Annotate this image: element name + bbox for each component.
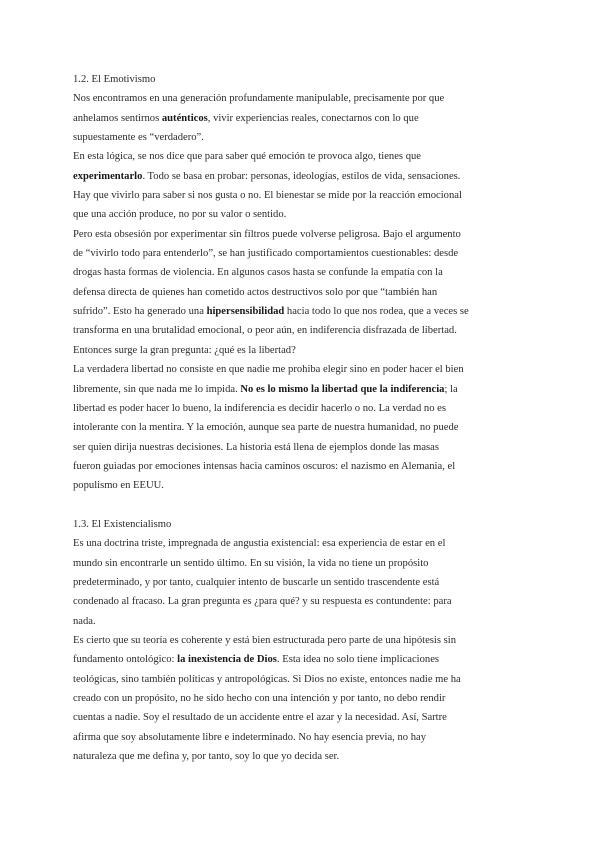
text-line [73,592,533,611]
text-run: de “vivirlo todo para entenderlo”, se han justificado comportamientos cuestionables: desde [73,248,459,260]
text-line [73,89,533,108]
text-run: , vivir experiencias reales, conectarnos con lo que [207,112,419,124]
text-run: Es cierto que su teoría es coherente y está bien estructurada pero parte de una hipótesis sin [73,634,456,646]
bold-text: No es lo mismo la libertad que la indiferencia [240,383,445,395]
text-line [73,225,533,244]
text-line [73,244,533,263]
section-body [73,534,533,766]
text-run: . Esta idea no solo tiene implicaciones [276,654,440,666]
text-line [73,302,533,321]
text-line [73,186,533,205]
text-run: nada. [73,615,96,627]
text-run: fundamento ontológico: [73,654,178,666]
text-run: naturaleza que me defina y, por tanto, soy lo que yo decida ser. [73,751,340,763]
bold-text: hipersensibilidad [206,306,285,318]
section-body [73,89,533,495]
text-line [73,341,533,360]
text-run: intolerante con la mentira. Y la emoción, aunque sea parte de nuestra humanidad, no puede [73,422,459,434]
text-run: hacia todo lo que nos rodea, que a veces se [284,306,469,318]
text-run: Entonces surge la gran pregunta: ¿qué es la libertad? [73,344,296,356]
text-run: mundo sin encontrarle un sentido último. En su visión, la vida no tiene un propósito [73,557,429,569]
document-page [73,70,533,766]
text-run: Hay que vivirlo para saber si nos gusta o no. El bienestar se mide por la reacción emocional [73,190,462,202]
text-run: drogas hasta formas de violencia. En algunos casos hasta se confunde la empatía con la [73,267,443,279]
text-run: . Todo se basa en probar: personas, ideologías, estilos de vida, sensaciones. [142,170,461,182]
bold-text: auténticos [161,112,208,124]
text-line [73,321,533,340]
text-run: teológicas, sino también políticas y antropológicas. Si Dios no existe, entonces nadie me ha [73,673,461,685]
section-emotivismo [73,70,533,496]
text-line [73,457,533,476]
text-line [73,109,533,128]
text-line [73,650,533,669]
bold-text: la inexistencia de Dios [177,654,277,666]
text-run: creado con un propósito, no he sido hecho con una intención y por tanto, no debo rendir [73,693,446,704]
text-run: afirma que soy absolutamente libre e indeterminado. No hay esencia previa, no hay [73,731,426,743]
text-run: Nos encontramos en una generación profundamente manipulable, precisamente por que [73,93,445,105]
text-run: ser quien dirija nuestras decisiones. La historia está llena de ejemplos donde las masas [73,441,439,453]
text-run: sufrido”. Esto ha generado una [73,306,207,318]
text-run: fueron guiadas por emociones intensas hacia caminos oscuros: el nazismo en Alemania, el [73,460,456,472]
text-line [73,534,533,553]
text-run: condenado al fracaso. La gran pregunta es ¿para qué? y su respuesta es contundente: para [73,596,452,608]
text-line [73,283,533,302]
text-run: libremente, sin que nada me lo impida. [73,383,241,395]
text-line [73,612,533,631]
text-run: ; la [444,383,458,395]
text-run: La verdadera libertad no consiste en que nadie me prohiba elegir sino en poder hacer el bien [73,364,464,376]
text-run: libertad es poder hacer lo bueno, la indiferencia es decidir hacerlo o no. La verdad no es [73,402,446,414]
text-line [73,263,533,282]
text-line [73,747,533,766]
text-line [73,167,533,186]
text-line [73,360,533,379]
text-run: En esta lógica, se nos dice que para saber qué emoción te provoca algo, tienes que [73,151,421,163]
bold-text: experimentarlo [73,170,143,182]
text-run: supuestamente es “verdadero”. [73,132,204,144]
text-run: Es una doctrina triste, impregnada de angustia existencial: esa experiencia de estar en el [73,538,446,550]
text-line [73,380,533,399]
text-run: que una acción produce, no por su valor o sentido. [73,209,287,221]
text-run: Pero esta obsesión por experimentar sin filtros puede volverse peligrosa. Bajo el argumento [73,228,461,240]
text-line [73,573,533,592]
text-run: cuentas a nadie. Soy el resultado de un accidente entre el azar y la necesidad. Así, Sartre [73,712,447,724]
text-run: defensa directa de quienes han cometido actos destructivos solo por que “también han [73,286,438,298]
section-spacer [73,496,533,515]
text-line [73,205,533,224]
section-existencialismo [73,515,533,766]
text-line [73,670,533,689]
text-run: populismo en EEUU. [73,480,164,492]
text-run: transforma en una brutalidad emocional, o peor aún, en indiferencia disfrazada de libertad. [73,325,457,337]
text-line [73,418,533,437]
text-line [73,728,533,747]
section-heading: 1.2. El Emotivismo [73,74,156,85]
text-line [73,631,533,650]
text-run: predeterminado, y por tanto, cualquier intento de buscarle un sentido trascendente está [73,576,440,588]
text-line [73,708,533,727]
text-line [73,689,533,708]
text-run: anhelamos sentirnos [73,112,162,124]
text-line [73,128,533,147]
text-line [73,476,533,495]
text-line [73,554,533,573]
text-line [73,399,533,418]
text-line [73,438,533,457]
text-line [73,147,533,166]
section-heading: 1.3. El Existencialismo [73,518,172,530]
